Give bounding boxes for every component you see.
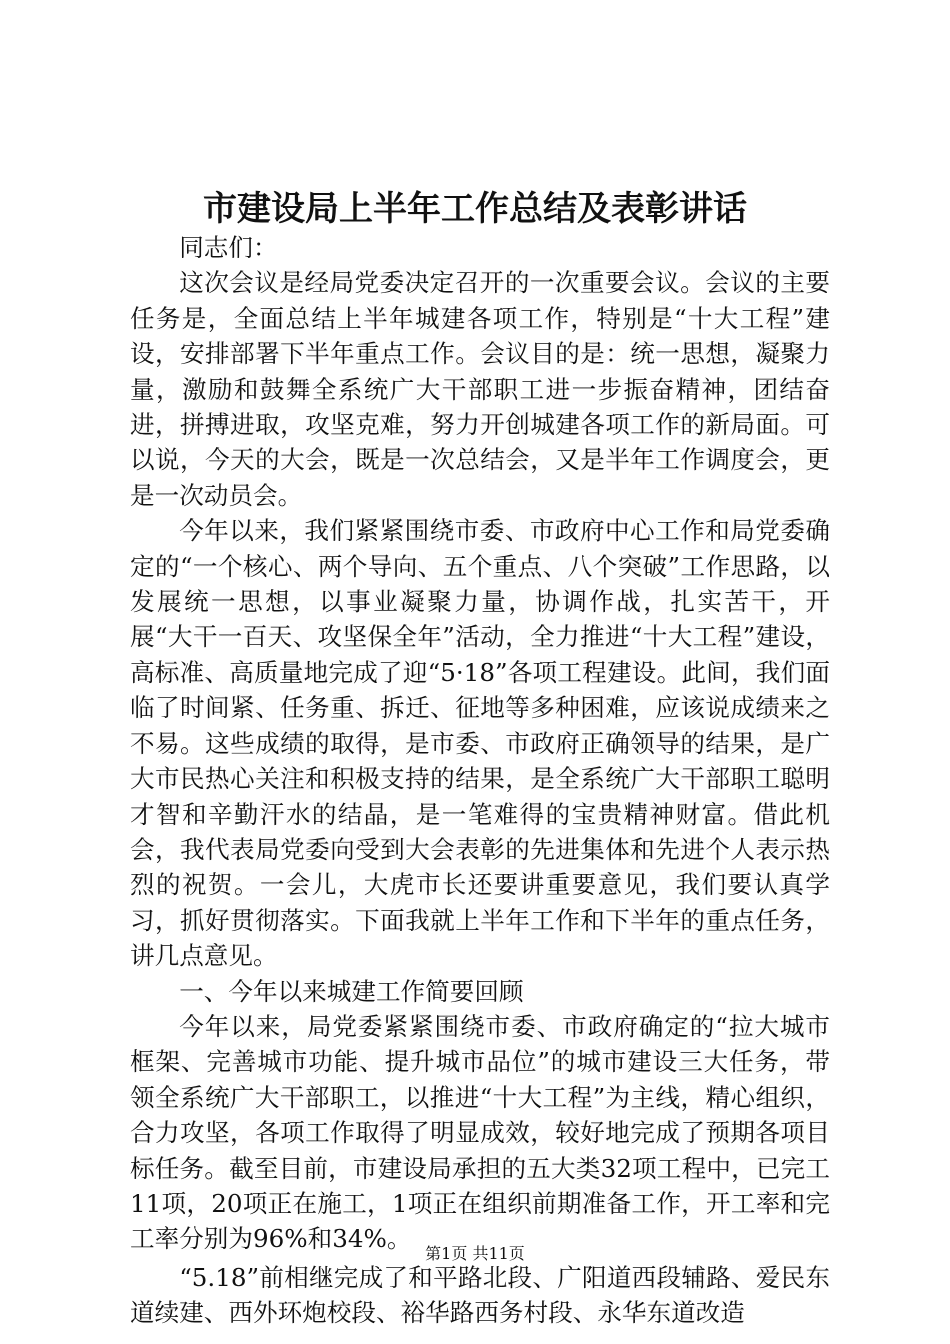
paragraph-518-projects: “5.18”前相继完成了和平路北段、广阳道西段辅路、爱民东道续建、西外环炮校段、裕华路西务村段、永华东道改造 (130, 1262, 830, 1328)
section-heading-review: 一、今年以来城建工作简要回顾 (179, 976, 524, 1006)
document-body (130, 230, 830, 1331)
greeting: 同志们： (179, 233, 278, 262)
paragraph-achievements: 今年以来，我们紧紧围绕市委、市政府中心工作和局党委确定的“一个核心、两个导向、五个重点、八个突破”工作思路，以发展统一思想，以事业凝聚力量，协调作战，扎实苦干，开展“大干一百天、攻坚保全年”活动，全力推进“十大工程”建设，高标准、高质量地完成了迎“5·18”各项工程建设。此间，我们面临了时间紧、任务重、拆迁、征地等多种困难，应该说成绩来之不易。这些成绩的取得，是市委、市政府正确领导的结果，是广大市民热心关注和积极支持的结果，是全系统广大干部职工聪明才智和辛勤汗水的结晶，是一笔难得的宝贵精神财富。借此机会，我代表局党委向受到大会表彰的先进集体和先进个人表示热烈的祝贺。一会儿，大虎市长还要讲重要意见，我们要认真学习，抓好贯彻落实。下面我就上半年工作和下半年的重点任务，讲几点意见。 (130, 516, 830, 971)
page-number-footer: 第1页 共11页 (425, 1244, 525, 1263)
document-title: 市建设局上半年工作总结及表彰讲话 (203, 189, 747, 229)
paragraph-intro: 这次会议是经局党委决定召开的一次重要会议。会议的主要任务是，全面总结上半年城建各项工作，特别是“十大工程”建设，安排部署下半年重点工作。会议目的是：统一思想，凝聚力量，激励和鼓舞全系统广大干部职工进一步振奋精神，团结奋进，拼搏进取，攻坚克难，努力开创城建各项工作的新局面。可以说，今天的大会，既是一次总结会，又是半年工作调度会，更是一次动员会。 (130, 268, 830, 510)
paragraph-review: 今年以来，局党委紧紧围绕市委、市政府确定的“拉大城市框架、完善城市功能、提升城市品位”的城市建设三大任务，带领全系统广大干部职工，以推进“十大工程”为主线，精心组织，合力攻坚，各项工作取得了明显成效，较好地完成了预期各项目标任务。截至目前，市建设局承担的五大类32项工程中，已完工11项，20项正在施工，1项正在组织前期准备工作，开工率和完工率分别为96%和34%。 (130, 1011, 830, 1254)
